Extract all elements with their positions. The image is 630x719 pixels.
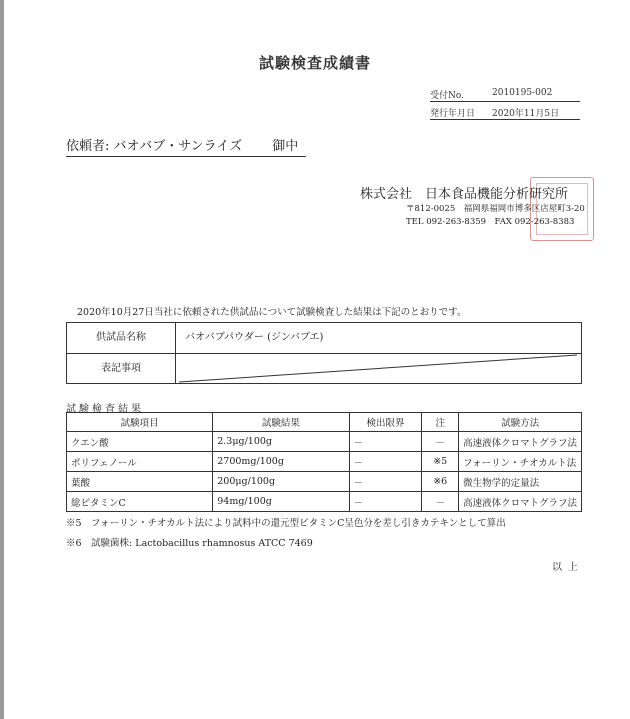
results-heading: 試験検査結果 bbox=[66, 404, 144, 415]
issue-date-label: 発行年月日 bbox=[430, 109, 476, 119]
issuer-company: 株式会社 日本食品機能分析研究所 bbox=[360, 187, 569, 202]
header-method: 試験方法 bbox=[459, 413, 582, 432]
results-table bbox=[66, 412, 582, 512]
intro-text: 2020年10月27日当社に依頼された供試品について試験検査した結果は下記のとおりです。 bbox=[77, 307, 467, 318]
issue-date-row bbox=[430, 106, 580, 120]
table-row bbox=[67, 492, 582, 512]
cell-note: － bbox=[422, 492, 459, 512]
cell-note: － bbox=[422, 432, 459, 452]
cell-item: 葉酸 bbox=[67, 472, 213, 492]
client-name: バオバブ・サンライズ bbox=[113, 139, 243, 154]
cell-item: 総ビタミンC bbox=[67, 492, 213, 512]
cell-note: ※5 bbox=[422, 452, 459, 472]
cell-detection-limit: － bbox=[349, 492, 422, 512]
issuer-address: 〒812-0025 福岡県福岡市博多区店屋町3-20 bbox=[406, 204, 585, 214]
client-honorific: 御中 bbox=[272, 139, 299, 154]
sample-name-row bbox=[67, 323, 581, 354]
receipt-label: 受付No. bbox=[430, 91, 464, 101]
page-edge bbox=[0, 0, 4, 719]
cell-result: 94mg/100g bbox=[213, 492, 349, 512]
client-line bbox=[66, 135, 306, 157]
results-header-row bbox=[67, 413, 582, 432]
header-detection-limit: 検出限界 bbox=[349, 413, 422, 432]
empty-field-strike bbox=[175, 354, 581, 384]
closing-mark: 以上 bbox=[552, 562, 584, 573]
cell-result: 2.3μg/100g bbox=[213, 432, 349, 452]
receipt-value: 2010195-002 bbox=[492, 88, 553, 98]
cell-detection-limit: － bbox=[349, 452, 422, 472]
issue-date-value: 2020年11月5日 bbox=[492, 109, 560, 119]
notation-label: 表記事項 bbox=[67, 354, 176, 384]
issuer-contact: TEL 092-263-8359 FAX 092-263-8383 bbox=[406, 217, 575, 227]
footnote-5: ※5 フォーリン・チオカルト法により試料中の還元型ビタミンC呈色分を差し引きカテキンとして算出 bbox=[66, 518, 506, 529]
cell-item: クエン酸 bbox=[67, 432, 213, 452]
cell-method: 高速液体クロマトグラフ法 bbox=[459, 432, 582, 452]
client-prefix: 依頼者: bbox=[66, 139, 110, 154]
cell-detection-limit: － bbox=[349, 472, 422, 492]
sample-name-value: バオバブパウダー (ジンバブエ) bbox=[185, 332, 324, 343]
cell-item: ポリフェノール bbox=[67, 452, 213, 472]
cell-result: 200μg/100g bbox=[213, 472, 349, 492]
sample-info-table bbox=[66, 322, 582, 384]
cell-method: 微生物学的定量法 bbox=[459, 472, 582, 492]
sample-name-label: 供試品名称 bbox=[67, 323, 176, 353]
cell-detection-limit: － bbox=[349, 432, 422, 452]
table-row bbox=[67, 432, 582, 452]
cell-method: フォーリン・チオカルト法 bbox=[459, 452, 582, 472]
cell-note: ※6 bbox=[422, 472, 459, 492]
notation-row bbox=[67, 354, 581, 384]
header-result: 試験結果 bbox=[213, 413, 349, 432]
table-row bbox=[67, 472, 582, 492]
header-item: 試験項目 bbox=[67, 413, 213, 432]
document-title: 試験検査成績書 bbox=[258, 54, 371, 72]
receipt-number-row bbox=[430, 88, 580, 102]
footnote-6: ※6 試験菌株: Lactobacillus rhamnosus ATCC 7469 bbox=[66, 538, 313, 549]
cell-result: 2700mg/100g bbox=[213, 452, 349, 472]
header-note: 注 bbox=[422, 413, 459, 432]
cell-method: 高速液体クロマトグラフ法 bbox=[459, 492, 582, 512]
table-row bbox=[67, 452, 582, 472]
